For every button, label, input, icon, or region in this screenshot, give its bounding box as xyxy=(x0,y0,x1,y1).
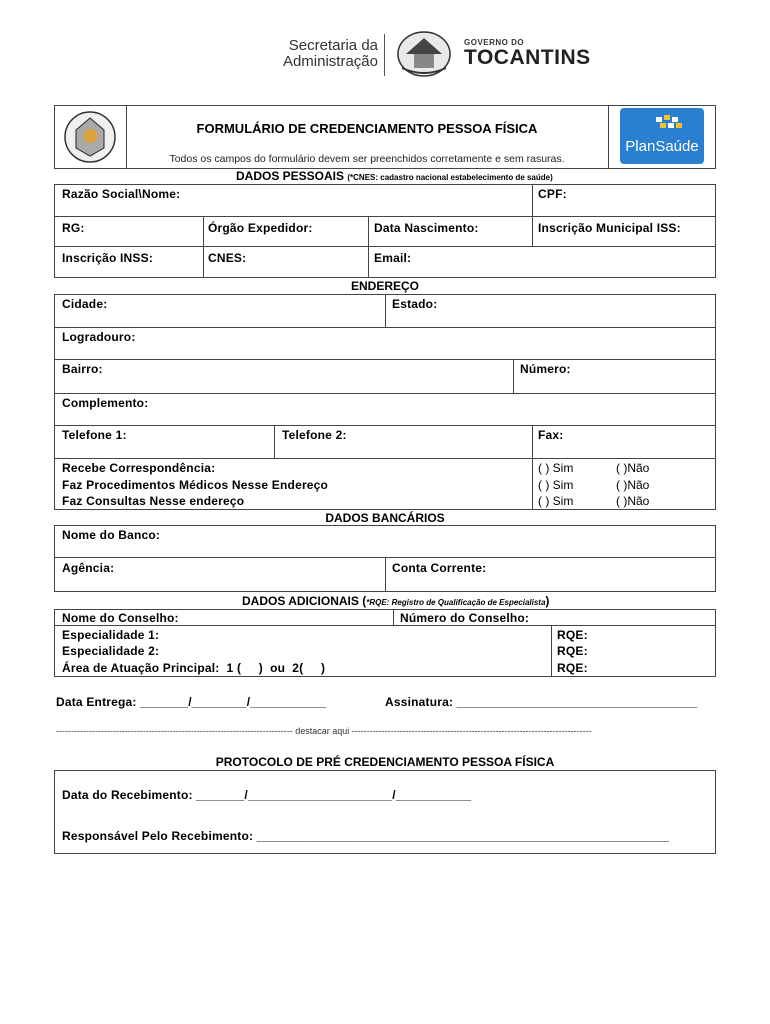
dados-bancarios-heading: DADOS BANCÁRIOS xyxy=(325,511,445,525)
procedimentos-label: Faz Procedimentos Médicos Nesse Endereço xyxy=(62,478,329,492)
title-right-divider xyxy=(608,105,609,169)
logradouro-field[interactable]: Logradouro: xyxy=(62,330,136,344)
assinatura-field[interactable]: Assinatura: ___________________________________ xyxy=(385,695,698,709)
data-nascimento-field[interactable]: Data Nascimento: xyxy=(374,221,479,235)
adic-rqe-divider xyxy=(551,625,552,677)
agencia-field[interactable]: Agência: xyxy=(62,561,115,575)
inscricao-iss-field[interactable]: Inscrição Municipal ISS: xyxy=(538,221,681,235)
destacar-aqui-line: ------------------------------------------------------------------------------- destacar aqui -------------------------------------------------------------------------------- xyxy=(56,726,592,736)
data-entrega-field[interactable]: Data Entrega: _______/________/___________ xyxy=(56,695,326,709)
numero-conselho-field[interactable]: Número do Conselho: xyxy=(400,611,530,625)
dp-cpf-divider xyxy=(532,184,533,246)
fax-field[interactable]: Fax: xyxy=(538,428,564,442)
adic-line1 xyxy=(54,625,716,626)
telefone1-field[interactable]: Telefone 1: xyxy=(62,428,127,442)
header-divider xyxy=(384,34,385,76)
end-line2 xyxy=(54,359,716,360)
telefone2-field[interactable]: Telefone 2: xyxy=(282,428,347,442)
end-line4 xyxy=(54,425,716,426)
complemento-field[interactable]: Complemento: xyxy=(62,396,149,410)
secretaria-line1: Secretaria da xyxy=(288,37,378,54)
dados-adicionais-close: ) xyxy=(545,594,550,608)
consultas-label: Faz Consultas Nesse endereço xyxy=(62,494,245,508)
email-field[interactable]: Email: xyxy=(374,251,412,265)
especialidade2-field[interactable]: Especialidade 2: xyxy=(62,644,160,658)
protocolo-title: PROTOCOLO DE PRÉ CREDENCIAMENTO PESSOA FÍSICA xyxy=(215,755,555,769)
responsavel-recebimento-field[interactable]: Responsável Pelo Recebimento: ____________________________________________________________ xyxy=(62,829,670,843)
tocantins-text: TOCANTINS xyxy=(464,46,591,69)
plansaude-text: PlanSaúde xyxy=(625,138,699,155)
state-coat-of-arms-icon xyxy=(396,30,452,78)
end-fax-divider xyxy=(532,425,533,510)
form-title: FORMULÁRIO DE CREDENCIAMENTO PESSOA FÍSICA xyxy=(196,121,538,136)
governo-do-text: GOVERNO DO xyxy=(464,38,525,47)
cidade-field[interactable]: Cidade: xyxy=(62,297,108,311)
end-line1 xyxy=(54,327,716,328)
end-tel2-divider xyxy=(274,425,275,458)
endereco-heading: ENDEREÇO xyxy=(350,279,419,293)
tocantins-logo xyxy=(464,38,614,72)
numero-field[interactable]: Número: xyxy=(520,362,571,376)
procedimentos-sim[interactable]: ( ) Sim xyxy=(538,478,574,492)
end-estado-divider xyxy=(385,294,386,327)
dp-col1-divider xyxy=(203,216,204,278)
dados-adicionais-heading xyxy=(242,594,642,608)
cnes-field[interactable]: CNES: xyxy=(208,251,247,265)
consultas-sim[interactable]: ( ) Sim xyxy=(538,494,574,508)
orgao-expedidor-field[interactable]: Órgão Expedidor: xyxy=(208,221,313,235)
end-line3 xyxy=(54,393,716,394)
dados-adicionais-title: DADOS ADICIONAIS ( xyxy=(242,594,367,608)
data-recebimento-field[interactable]: Data do Recebimento: _______/_____________________/___________ xyxy=(62,788,472,802)
dados-pessoais-title: DADOS PESSOAIS xyxy=(236,169,345,183)
rqe3-field[interactable]: RQE: xyxy=(557,661,588,675)
recebe-correspondencia-nao[interactable]: ( )Não xyxy=(616,461,650,475)
adic-numero-divider xyxy=(393,609,394,625)
nome-banco-field[interactable]: Nome do Banco: xyxy=(62,528,161,542)
rqe-note: *RQE: Registro de Qualificação de Especialista xyxy=(366,598,546,607)
conta-corrente-field[interactable]: Conta Corrente: xyxy=(392,561,487,575)
dados-pessoais-heading xyxy=(236,169,636,183)
rg-field[interactable]: RG: xyxy=(62,221,85,235)
end-numero-divider xyxy=(513,359,514,393)
especialidade1-field[interactable]: Especialidade 1: xyxy=(62,628,160,642)
bairro-field[interactable]: Bairro: xyxy=(62,362,103,376)
coat-of-arms-icon xyxy=(62,110,118,164)
rqe1-field[interactable]: RQE: xyxy=(557,628,588,642)
secretaria-logo xyxy=(268,38,378,72)
recebe-correspondencia-label: Recebe Correspondência: xyxy=(62,461,216,475)
end-line5 xyxy=(54,458,716,459)
cnes-note: (*CNES: cadastro nacional estabelecimento de saúde) xyxy=(347,173,553,182)
dp-row1-line xyxy=(54,216,716,217)
secretaria-line2: Administração xyxy=(282,53,378,70)
plansaude-logo xyxy=(620,108,704,164)
inscricao-inss-field[interactable]: Inscrição INSS: xyxy=(62,251,154,265)
area-atuacao-field[interactable]: Área de Atuação Principal: 1 ( ) ou 2( ) xyxy=(62,661,326,675)
estado-field[interactable]: Estado: xyxy=(392,297,438,311)
nome-conselho-field[interactable]: Nome do Conselho: xyxy=(62,611,179,625)
dp-col2-divider xyxy=(368,216,369,278)
dp-row2-line xyxy=(54,246,716,247)
banc-conta-divider xyxy=(385,557,386,592)
cpf-field[interactable]: CPF: xyxy=(538,187,567,201)
procedimentos-nao[interactable]: ( )Não xyxy=(616,478,650,492)
razao-social-field[interactable]: Razão Social\Nome: xyxy=(62,187,181,201)
form-instructions: Todos os campos do formulário devem ser preenchidos corretamente e sem rasuras. xyxy=(169,153,565,165)
consultas-nao[interactable]: ( )Não xyxy=(616,494,650,508)
rqe2-field[interactable]: RQE: xyxy=(557,644,588,658)
recebe-correspondencia-sim[interactable]: ( ) Sim xyxy=(538,461,574,475)
